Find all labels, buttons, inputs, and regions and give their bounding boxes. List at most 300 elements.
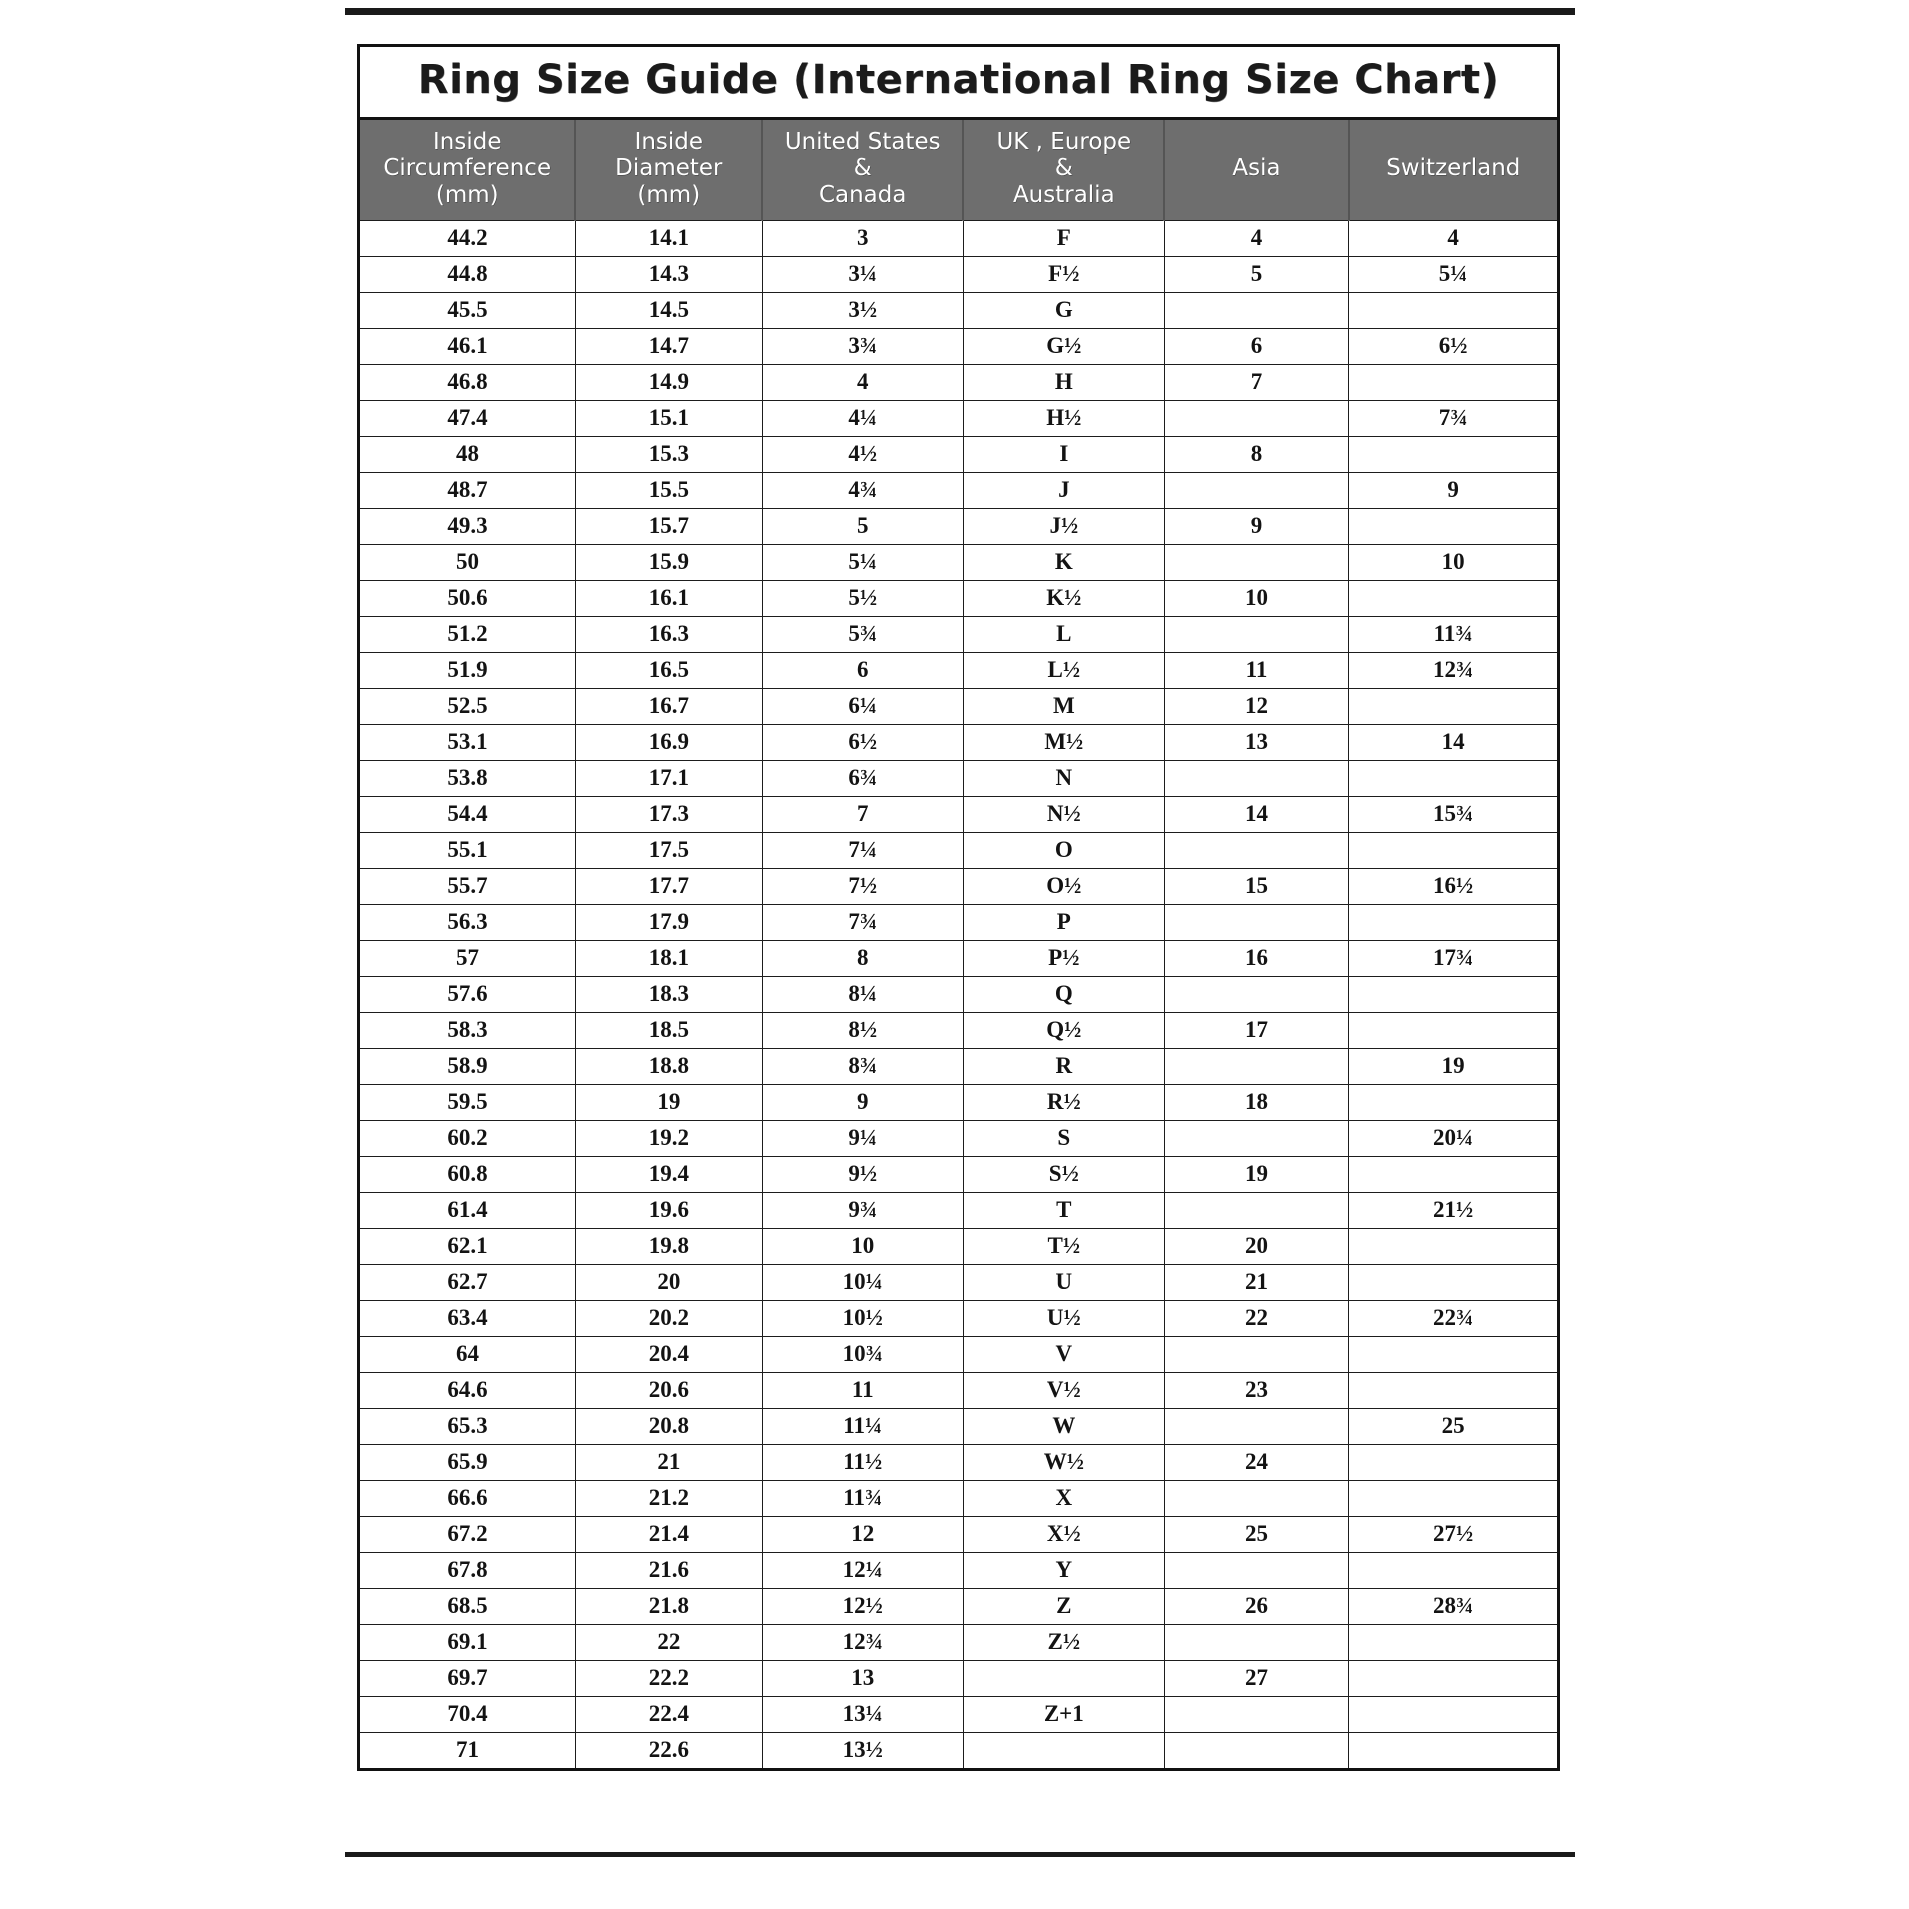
cell-switzerland bbox=[1349, 976, 1557, 1012]
cell-uk-europe-australia: M½ bbox=[963, 724, 1164, 760]
table-row bbox=[360, 652, 1557, 688]
table-row bbox=[360, 1192, 1557, 1228]
cell-us-canada: 13¼ bbox=[762, 1696, 963, 1732]
cell-asia bbox=[1164, 904, 1348, 940]
cell-uk-europe-australia: J½ bbox=[963, 508, 1164, 544]
cell-switzerland bbox=[1349, 1660, 1557, 1696]
cell-circumference: 48.7 bbox=[360, 472, 575, 508]
cell-asia: 21 bbox=[1164, 1264, 1348, 1300]
table-row bbox=[360, 1552, 1557, 1588]
cell-diameter: 18.8 bbox=[575, 1048, 762, 1084]
cell-asia bbox=[1164, 760, 1348, 796]
cell-us-canada: 6 bbox=[762, 652, 963, 688]
table-row bbox=[360, 1084, 1557, 1120]
cell-circumference: 45.5 bbox=[360, 292, 575, 328]
cell-switzerland: 7¾ bbox=[1349, 400, 1557, 436]
cell-asia bbox=[1164, 292, 1348, 328]
cell-diameter: 22.2 bbox=[575, 1660, 762, 1696]
cell-diameter: 22.4 bbox=[575, 1696, 762, 1732]
cell-asia bbox=[1164, 1192, 1348, 1228]
column-header-asia bbox=[1164, 120, 1348, 220]
cell-switzerland bbox=[1349, 364, 1557, 400]
header-line-1: UK , Europe bbox=[996, 128, 1132, 155]
table-row bbox=[360, 544, 1557, 580]
cell-uk-europe-australia: F½ bbox=[963, 256, 1164, 292]
cell-us-canada: 8¼ bbox=[762, 976, 963, 1012]
table-row bbox=[360, 688, 1557, 724]
cell-switzerland: 14 bbox=[1349, 724, 1557, 760]
cell-us-canada: 6½ bbox=[762, 724, 963, 760]
table-body bbox=[360, 220, 1557, 1768]
table-row bbox=[360, 292, 1557, 328]
cell-switzerland: 9 bbox=[1349, 472, 1557, 508]
cell-switzerland: 28¾ bbox=[1349, 1588, 1557, 1624]
table-row bbox=[360, 1012, 1557, 1048]
cell-us-canada: 3¼ bbox=[762, 256, 963, 292]
top-divider bbox=[345, 8, 1575, 15]
cell-diameter: 20.4 bbox=[575, 1336, 762, 1372]
cell-diameter: 15.1 bbox=[575, 400, 762, 436]
cell-us-canada: 10 bbox=[762, 1228, 963, 1264]
cell-circumference: 44.2 bbox=[360, 220, 575, 256]
cell-us-canada: 3½ bbox=[762, 292, 963, 328]
cell-us-canada: 12¾ bbox=[762, 1624, 963, 1660]
table-row bbox=[360, 472, 1557, 508]
cell-diameter: 20.2 bbox=[575, 1300, 762, 1336]
cell-asia: 14 bbox=[1164, 796, 1348, 832]
cell-circumference: 55.1 bbox=[360, 832, 575, 868]
table-row bbox=[360, 760, 1557, 796]
table-row bbox=[360, 616, 1557, 652]
table-row bbox=[360, 1696, 1557, 1732]
document-page bbox=[345, 0, 1575, 1909]
cell-asia: 19 bbox=[1164, 1156, 1348, 1192]
cell-diameter: 15.7 bbox=[575, 508, 762, 544]
header-line-2: Circumference bbox=[383, 155, 552, 182]
table-row bbox=[360, 1408, 1557, 1444]
cell-switzerland bbox=[1349, 1156, 1557, 1192]
cell-asia: 25 bbox=[1164, 1516, 1348, 1552]
cell-diameter: 16.5 bbox=[575, 652, 762, 688]
table-row bbox=[360, 940, 1557, 976]
table-row bbox=[360, 1264, 1557, 1300]
table-header-row bbox=[360, 120, 1557, 220]
cell-diameter: 16.9 bbox=[575, 724, 762, 760]
cell-switzerland bbox=[1349, 1732, 1557, 1768]
cell-diameter: 16.3 bbox=[575, 616, 762, 652]
cell-asia: 12 bbox=[1164, 688, 1348, 724]
cell-switzerland bbox=[1349, 1084, 1557, 1120]
cell-switzerland bbox=[1349, 1552, 1557, 1588]
cell-circumference: 69.1 bbox=[360, 1624, 575, 1660]
cell-asia: 8 bbox=[1164, 436, 1348, 472]
cell-uk-europe-australia: W bbox=[963, 1408, 1164, 1444]
cell-circumference: 53.8 bbox=[360, 760, 575, 796]
cell-asia: 13 bbox=[1164, 724, 1348, 760]
cell-diameter: 19.8 bbox=[575, 1228, 762, 1264]
cell-uk-europe-australia: Z½ bbox=[963, 1624, 1164, 1660]
cell-us-canada: 7¼ bbox=[762, 832, 963, 868]
cell-circumference: 56.3 bbox=[360, 904, 575, 940]
table-row bbox=[360, 400, 1557, 436]
cell-uk-europe-australia: T½ bbox=[963, 1228, 1164, 1264]
cell-switzerland: 12¾ bbox=[1349, 652, 1557, 688]
cell-uk-europe-australia: P½ bbox=[963, 940, 1164, 976]
cell-uk-europe-australia: Q bbox=[963, 976, 1164, 1012]
cell-switzerland: 21½ bbox=[1349, 1192, 1557, 1228]
cell-diameter: 18.3 bbox=[575, 976, 762, 1012]
table-header bbox=[360, 120, 1557, 220]
cell-us-canada: 6¾ bbox=[762, 760, 963, 796]
cell-asia: 18 bbox=[1164, 1084, 1348, 1120]
cell-asia: 5 bbox=[1164, 256, 1348, 292]
cell-switzerland bbox=[1349, 832, 1557, 868]
cell-switzerland: 17¾ bbox=[1349, 940, 1557, 976]
cell-diameter: 20.6 bbox=[575, 1372, 762, 1408]
cell-switzerland: 20¼ bbox=[1349, 1120, 1557, 1156]
cell-us-canada: 7 bbox=[762, 796, 963, 832]
cell-us-canada: 4 bbox=[762, 364, 963, 400]
cell-switzerland bbox=[1349, 1264, 1557, 1300]
cell-circumference: 63.4 bbox=[360, 1300, 575, 1336]
cell-asia bbox=[1164, 1696, 1348, 1732]
cell-circumference: 58.3 bbox=[360, 1012, 575, 1048]
cell-asia bbox=[1164, 1336, 1348, 1372]
cell-diameter: 14.3 bbox=[575, 256, 762, 292]
column-header-uk-europe-australia bbox=[963, 120, 1164, 220]
header-line-3: Australia bbox=[1012, 182, 1115, 209]
cell-us-canada: 6¼ bbox=[762, 688, 963, 724]
cell-asia: 11 bbox=[1164, 652, 1348, 688]
cell-circumference: 48 bbox=[360, 436, 575, 472]
column-header-inside-diameter bbox=[575, 120, 762, 220]
page-title: Ring Size Guide (International Ring Size Chart) bbox=[360, 47, 1557, 120]
table-row bbox=[360, 868, 1557, 904]
cell-diameter: 19.6 bbox=[575, 1192, 762, 1228]
cell-uk-europe-australia: V bbox=[963, 1336, 1164, 1372]
table-row bbox=[360, 1156, 1557, 1192]
cell-us-canada: 9¾ bbox=[762, 1192, 963, 1228]
cell-circumference: 58.9 bbox=[360, 1048, 575, 1084]
cell-uk-europe-australia: X bbox=[963, 1480, 1164, 1516]
table-row bbox=[360, 328, 1557, 364]
table-row bbox=[360, 1120, 1557, 1156]
table-row bbox=[360, 580, 1557, 616]
cell-circumference: 49.3 bbox=[360, 508, 575, 544]
bottom-divider bbox=[345, 1852, 1575, 1857]
cell-diameter: 14.7 bbox=[575, 328, 762, 364]
cell-circumference: 62.7 bbox=[360, 1264, 575, 1300]
cell-us-canada: 5 bbox=[762, 508, 963, 544]
cell-asia: 16 bbox=[1164, 940, 1348, 976]
cell-diameter: 21.6 bbox=[575, 1552, 762, 1588]
cell-diameter: 20 bbox=[575, 1264, 762, 1300]
cell-circumference: 46.1 bbox=[360, 328, 575, 364]
cell-circumference: 57 bbox=[360, 940, 575, 976]
cell-switzerland bbox=[1349, 292, 1557, 328]
cell-diameter: 17.7 bbox=[575, 868, 762, 904]
cell-circumference: 65.3 bbox=[360, 1408, 575, 1444]
cell-uk-europe-australia bbox=[963, 1732, 1164, 1768]
cell-diameter: 21.8 bbox=[575, 1588, 762, 1624]
cell-us-canada: 9½ bbox=[762, 1156, 963, 1192]
cell-diameter: 17.1 bbox=[575, 760, 762, 796]
cell-circumference: 71 bbox=[360, 1732, 575, 1768]
cell-circumference: 50 bbox=[360, 544, 575, 580]
table-row bbox=[360, 1048, 1557, 1084]
table-row bbox=[360, 796, 1557, 832]
cell-us-canada: 11½ bbox=[762, 1444, 963, 1480]
cell-asia bbox=[1164, 976, 1348, 1012]
cell-switzerland bbox=[1349, 904, 1557, 940]
header-line-2: & bbox=[853, 155, 872, 182]
cell-switzerland bbox=[1349, 1624, 1557, 1660]
table-row bbox=[360, 436, 1557, 472]
cell-circumference: 60.2 bbox=[360, 1120, 575, 1156]
cell-uk-europe-australia: Z bbox=[963, 1588, 1164, 1624]
cell-circumference: 47.4 bbox=[360, 400, 575, 436]
cell-circumference: 51.2 bbox=[360, 616, 575, 652]
cell-diameter: 15.3 bbox=[575, 436, 762, 472]
cell-uk-europe-australia: J bbox=[963, 472, 1164, 508]
cell-diameter: 17.3 bbox=[575, 796, 762, 832]
table-row bbox=[360, 1444, 1557, 1480]
table-row bbox=[360, 832, 1557, 868]
cell-switzerland bbox=[1349, 580, 1557, 616]
cell-us-canada: 12¼ bbox=[762, 1552, 963, 1588]
cell-asia bbox=[1164, 1408, 1348, 1444]
cell-uk-europe-australia: M bbox=[963, 688, 1164, 724]
cell-us-canada: 11¼ bbox=[762, 1408, 963, 1444]
cell-us-canada: 10¾ bbox=[762, 1336, 963, 1372]
cell-switzerland: 16½ bbox=[1349, 868, 1557, 904]
cell-circumference: 66.6 bbox=[360, 1480, 575, 1516]
cell-uk-europe-australia: N½ bbox=[963, 796, 1164, 832]
table-row bbox=[360, 1732, 1557, 1768]
cell-us-canada: 8½ bbox=[762, 1012, 963, 1048]
cell-circumference: 59.5 bbox=[360, 1084, 575, 1120]
cell-switzerland: 6½ bbox=[1349, 328, 1557, 364]
cell-uk-europe-australia: O½ bbox=[963, 868, 1164, 904]
header-line-3: (mm) bbox=[435, 182, 499, 209]
cell-switzerland: 10 bbox=[1349, 544, 1557, 580]
table-row bbox=[360, 724, 1557, 760]
cell-circumference: 55.7 bbox=[360, 868, 575, 904]
cell-uk-europe-australia: G½ bbox=[963, 328, 1164, 364]
cell-us-canada: 12 bbox=[762, 1516, 963, 1552]
cell-asia: 4 bbox=[1164, 220, 1348, 256]
cell-circumference: 60.8 bbox=[360, 1156, 575, 1192]
cell-uk-europe-australia: K½ bbox=[963, 580, 1164, 616]
cell-uk-europe-australia: R½ bbox=[963, 1084, 1164, 1120]
cell-diameter: 19.2 bbox=[575, 1120, 762, 1156]
table-row bbox=[360, 1588, 1557, 1624]
ring-size-chart bbox=[357, 44, 1560, 1771]
cell-uk-europe-australia: V½ bbox=[963, 1372, 1164, 1408]
column-header-us-canada bbox=[762, 120, 963, 220]
cell-asia bbox=[1164, 832, 1348, 868]
cell-asia bbox=[1164, 1480, 1348, 1516]
cell-circumference: 54.4 bbox=[360, 796, 575, 832]
cell-uk-europe-australia: I bbox=[963, 436, 1164, 472]
header-line-3: Canada bbox=[818, 182, 907, 209]
table-row bbox=[360, 1228, 1557, 1264]
cell-diameter: 14.9 bbox=[575, 364, 762, 400]
cell-circumference: 68.5 bbox=[360, 1588, 575, 1624]
cell-diameter: 15.5 bbox=[575, 472, 762, 508]
cell-uk-europe-australia: Y bbox=[963, 1552, 1164, 1588]
cell-switzerland: 5¼ bbox=[1349, 256, 1557, 292]
header-line-2: & bbox=[1054, 155, 1073, 182]
cell-us-canada: 11¾ bbox=[762, 1480, 963, 1516]
cell-uk-europe-australia: O bbox=[963, 832, 1164, 868]
cell-circumference: 67.8 bbox=[360, 1552, 575, 1588]
table-row bbox=[360, 508, 1557, 544]
cell-us-canada: 5¼ bbox=[762, 544, 963, 580]
cell-us-canada: 11 bbox=[762, 1372, 963, 1408]
cell-uk-europe-australia: N bbox=[963, 760, 1164, 796]
cell-uk-europe-australia: S½ bbox=[963, 1156, 1164, 1192]
cell-us-canada: 9 bbox=[762, 1084, 963, 1120]
cell-diameter: 16.7 bbox=[575, 688, 762, 724]
cell-switzerland bbox=[1349, 1444, 1557, 1480]
table-row bbox=[360, 1372, 1557, 1408]
cell-us-canada: 10¼ bbox=[762, 1264, 963, 1300]
column-header-inside-circumference bbox=[360, 120, 575, 220]
cell-us-canada: 5½ bbox=[762, 580, 963, 616]
cell-circumference: 64 bbox=[360, 1336, 575, 1372]
cell-diameter: 22 bbox=[575, 1624, 762, 1660]
cell-switzerland: 15¾ bbox=[1349, 796, 1557, 832]
cell-circumference: 46.8 bbox=[360, 364, 575, 400]
table-row bbox=[360, 1300, 1557, 1336]
header-line-1: Switzerland bbox=[1386, 155, 1521, 182]
cell-diameter: 21 bbox=[575, 1444, 762, 1480]
cell-asia bbox=[1164, 400, 1348, 436]
cell-switzerland: 4 bbox=[1349, 220, 1557, 256]
cell-diameter: 16.1 bbox=[575, 580, 762, 616]
cell-us-canada: 5¾ bbox=[762, 616, 963, 652]
table-row bbox=[360, 904, 1557, 940]
cell-us-canada: 7¾ bbox=[762, 904, 963, 940]
cell-circumference: 51.9 bbox=[360, 652, 575, 688]
cell-circumference: 64.6 bbox=[360, 1372, 575, 1408]
cell-switzerland bbox=[1349, 1372, 1557, 1408]
cell-switzerland bbox=[1349, 688, 1557, 724]
cell-asia: 20 bbox=[1164, 1228, 1348, 1264]
cell-switzerland: 11¾ bbox=[1349, 616, 1557, 652]
cell-diameter: 21.4 bbox=[575, 1516, 762, 1552]
cell-asia: 10 bbox=[1164, 580, 1348, 616]
header-line-1: Inside bbox=[634, 128, 704, 155]
cell-us-canada: 3 bbox=[762, 220, 963, 256]
cell-asia bbox=[1164, 616, 1348, 652]
cell-uk-europe-australia: T bbox=[963, 1192, 1164, 1228]
cell-diameter: 14.1 bbox=[575, 220, 762, 256]
cell-uk-europe-australia: H½ bbox=[963, 400, 1164, 436]
cell-circumference: 67.2 bbox=[360, 1516, 575, 1552]
cell-uk-europe-australia: Q½ bbox=[963, 1012, 1164, 1048]
cell-us-canada: 13½ bbox=[762, 1732, 963, 1768]
cell-uk-europe-australia: K bbox=[963, 544, 1164, 580]
cell-asia: 15 bbox=[1164, 868, 1348, 904]
table-row bbox=[360, 364, 1557, 400]
cell-uk-europe-australia: R bbox=[963, 1048, 1164, 1084]
cell-uk-europe-australia: L½ bbox=[963, 652, 1164, 688]
cell-switzerland: 27½ bbox=[1349, 1516, 1557, 1552]
table-row bbox=[360, 220, 1557, 256]
cell-switzerland: 22¾ bbox=[1349, 1300, 1557, 1336]
cell-switzerland bbox=[1349, 1336, 1557, 1372]
cell-diameter: 21.2 bbox=[575, 1480, 762, 1516]
cell-asia bbox=[1164, 1120, 1348, 1156]
table-row bbox=[360, 976, 1557, 1012]
cell-switzerland bbox=[1349, 508, 1557, 544]
cell-diameter: 15.9 bbox=[575, 544, 762, 580]
cell-asia bbox=[1164, 1048, 1348, 1084]
table-row bbox=[360, 1624, 1557, 1660]
cell-us-canada: 8 bbox=[762, 940, 963, 976]
cell-diameter: 18.1 bbox=[575, 940, 762, 976]
cell-asia: 22 bbox=[1164, 1300, 1348, 1336]
cell-circumference: 50.6 bbox=[360, 580, 575, 616]
header-line-1: United States bbox=[784, 128, 941, 155]
cell-asia bbox=[1164, 1552, 1348, 1588]
cell-asia: 26 bbox=[1164, 1588, 1348, 1624]
cell-asia: 24 bbox=[1164, 1444, 1348, 1480]
cell-diameter: 19.4 bbox=[575, 1156, 762, 1192]
cell-switzerland: 19 bbox=[1349, 1048, 1557, 1084]
column-header-switzerland bbox=[1349, 120, 1557, 220]
cell-us-canada: 3¾ bbox=[762, 328, 963, 364]
cell-uk-europe-australia: W½ bbox=[963, 1444, 1164, 1480]
cell-asia bbox=[1164, 472, 1348, 508]
cell-asia: 6 bbox=[1164, 328, 1348, 364]
cell-diameter: 19 bbox=[575, 1084, 762, 1120]
cell-circumference: 52.5 bbox=[360, 688, 575, 724]
cell-switzerland bbox=[1349, 1480, 1557, 1516]
cell-switzerland: 25 bbox=[1349, 1408, 1557, 1444]
cell-switzerland bbox=[1349, 436, 1557, 472]
cell-circumference: 65.9 bbox=[360, 1444, 575, 1480]
cell-switzerland bbox=[1349, 1228, 1557, 1264]
cell-us-canada: 10½ bbox=[762, 1300, 963, 1336]
cell-asia bbox=[1164, 1732, 1348, 1768]
cell-diameter: 20.8 bbox=[575, 1408, 762, 1444]
cell-uk-europe-australia: U bbox=[963, 1264, 1164, 1300]
table-row bbox=[360, 1480, 1557, 1516]
cell-asia bbox=[1164, 544, 1348, 580]
cell-uk-europe-australia: F bbox=[963, 220, 1164, 256]
cell-asia: 23 bbox=[1164, 1372, 1348, 1408]
cell-circumference: 44.8 bbox=[360, 256, 575, 292]
cell-uk-europe-australia: G bbox=[963, 292, 1164, 328]
cell-diameter: 17.5 bbox=[575, 832, 762, 868]
header-line-1: Inside bbox=[432, 128, 502, 155]
cell-us-canada: 4¼ bbox=[762, 400, 963, 436]
cell-us-canada: 8¾ bbox=[762, 1048, 963, 1084]
ring-size-table bbox=[360, 120, 1557, 1768]
cell-uk-europe-australia: L bbox=[963, 616, 1164, 652]
cell-uk-europe-australia: H bbox=[963, 364, 1164, 400]
cell-circumference: 62.1 bbox=[360, 1228, 575, 1264]
cell-diameter: 22.6 bbox=[575, 1732, 762, 1768]
cell-switzerland bbox=[1349, 760, 1557, 796]
cell-uk-europe-australia: X½ bbox=[963, 1516, 1164, 1552]
cell-us-canada: 4½ bbox=[762, 436, 963, 472]
table-row bbox=[360, 1660, 1557, 1696]
cell-us-canada: 4¾ bbox=[762, 472, 963, 508]
